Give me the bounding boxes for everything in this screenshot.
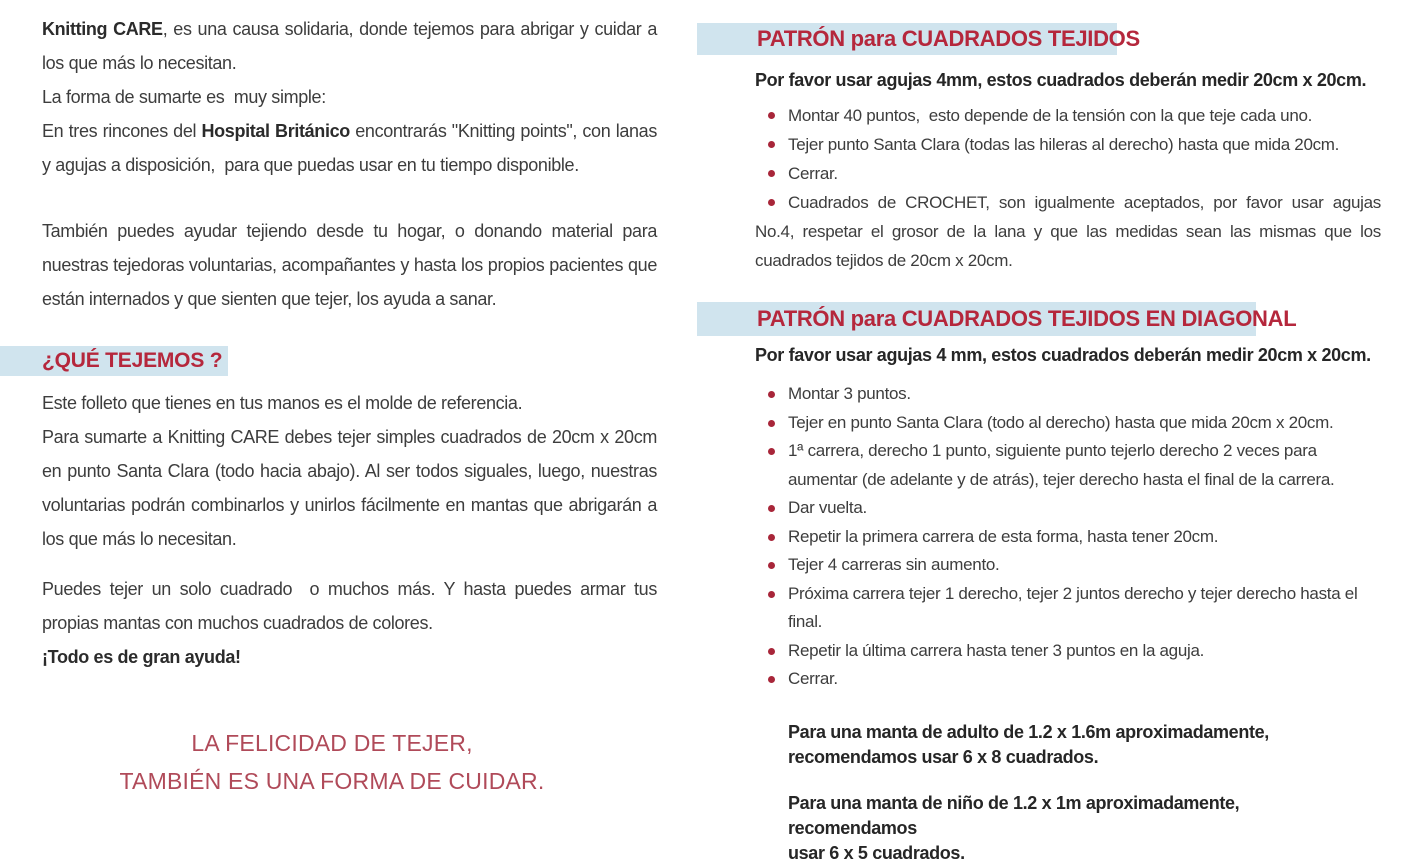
bullet-icon — [768, 505, 775, 512]
bullet-list-item — [755, 494, 1381, 523]
pattern-squares-subheading: Por favor usar agujas 4mm, estos cuadrados deberán medir 20cm x 20cm. — [755, 70, 1367, 90]
bullet-icon — [768, 420, 775, 427]
bullet-list-item — [755, 523, 1381, 552]
bullet-icon — [768, 112, 775, 119]
blanket-note-child — [788, 791, 1348, 866]
knitting-points-pre: En tres rincones del — [42, 121, 202, 141]
bullet-text: Tejer en punto Santa Clara (todo al derecho) hasta que mida 20cm x 20cm. — [788, 412, 1334, 432]
bullet-list-item — [755, 380, 1381, 409]
pattern-squares-bullet-list — [755, 101, 1386, 275]
tagline — [32, 724, 632, 800]
bullet-list-item — [755, 101, 1381, 130]
bullet-text: Cuadrados de CROCHET, son igualmente aceptados, por favor usar agujas No.4, respetar el grosor de la lana y que las medidas sean las mismas que los cuadrados tejidos de 20cm x 20cm. — [755, 193, 1386, 270]
bullet-text: Dar vuelta. — [788, 498, 867, 517]
bullet-list-item — [755, 130, 1381, 159]
many-squares-paragraph: Puedes tejer un solo cuadrado o muchos más. Y hasta puedes armar tus propias mantas con muchos cuadrados de colores. — [42, 579, 662, 633]
bullet-icon — [768, 534, 775, 541]
bullet-text: Tejer 4 carreras sin aumento. — [788, 555, 1000, 574]
how-to-join-line: La forma de sumarte es muy simple: — [42, 87, 326, 107]
note-line: Para una manta de adulto de 1.2 x 1.6m aproximadamente, — [788, 721, 1269, 742]
bullet-list-item — [755, 551, 1381, 580]
bullet-list-item — [755, 409, 1381, 438]
brand-name-bold: Knitting CARE — [42, 19, 163, 39]
bullet-list-item — [755, 188, 1386, 275]
bullet-text: Cerrar. — [788, 669, 838, 688]
bullet-list-item — [755, 665, 1381, 694]
section-heading-que-tejemos: ¿QUÉ TEJEMOS ? — [0, 346, 228, 376]
bullet-icon — [768, 591, 775, 598]
intro-paragraph — [42, 12, 662, 80]
bullet-text: Montar 40 puntos, esto depende de la tensión con la que teje cada uno. — [788, 106, 1313, 125]
bullet-icon — [768, 199, 775, 206]
bullet-icon — [768, 141, 775, 148]
section-heading-pattern-squares: PATRÓN para CUADRADOS TEJIDOS — [697, 23, 1117, 55]
bullet-text: Repetir la primera carrera de esta forma, hasta tener 20cm. — [788, 526, 1219, 546]
right-column — [697, 23, 1386, 866]
bullet-icon — [768, 448, 775, 455]
bullet-icon — [768, 648, 775, 655]
bullet-text: 1ª carrera, derecho 1 punto, siguiente punto tejerlo derecho 2 veces para aumentar (de adelante y de atrás), tejer derecho hasta el final de la carrera. — [788, 441, 1335, 489]
bullet-list-item — [755, 437, 1381, 494]
bullet-icon — [768, 391, 775, 398]
bullet-text: Tejer punto Santa Clara (todas las hileras al derecho) hasta que mida 20cm. — [788, 135, 1340, 154]
bullet-list-item — [755, 580, 1381, 637]
knitting-points-paragraph — [42, 114, 662, 182]
pattern-diagonal-subheading: Por favor usar agujas 4 mm, estos cuadrados deberán medir 20cm x 20cm. — [755, 345, 1371, 365]
note-line: recomendamos usar 6 x 8 cuadrados. — [788, 746, 1099, 767]
reference-line: Este folleto que tienes en tus manos es el molde de referencia. — [42, 393, 523, 413]
intro-text: , es una causa solidaria, donde tejemos para abrigar y cuidar a los que más lo necesitan. — [42, 19, 662, 73]
bullet-text: Montar 3 puntos. — [788, 384, 911, 403]
bullet-list-item — [755, 637, 1381, 666]
help-callout: ¡Todo es de gran ayuda! — [42, 647, 241, 667]
note-line: Para una manta de niño de 1.2 x 1m aproximadamente, recomendamos — [788, 792, 1240, 838]
bullet-icon — [768, 562, 775, 569]
bullet-text: Repetir la última carrera hasta tener 3 puntos en la aguja. — [788, 640, 1205, 660]
bullet-text: Cerrar. — [788, 164, 838, 183]
knitting-points-post: encontrarás "Knitting points", con lanas y agujas a disposición, para que puedas usar en tu tiempo disponible. — [42, 121, 662, 175]
bullet-icon — [768, 676, 775, 683]
help-from-home-paragraph: También puedes ayudar tejiendo desde tu hogar, o donando material para nuestras tejedoras voluntarias, acompañantes y hasta los propios pacientes que están internados y que sienten que tejer, los ayuda a sanar. — [42, 221, 662, 309]
tagline-line-2: TAMBIÉN ES UNA FORMA DE CUIDAR. — [119, 768, 545, 794]
bullet-list-item — [755, 159, 1381, 188]
bullet-icon — [768, 170, 775, 177]
note-line: usar 6 x 5 cuadrados. — [788, 842, 965, 863]
tagline-line-1: LA FELICIDAD DE TEJER, — [191, 730, 473, 756]
blanket-note-adult — [788, 720, 1348, 770]
left-column — [42, 12, 662, 800]
section-heading-pattern-diagonal: PATRÓN para CUADRADOS TEJIDOS EN DIAGONAL — [697, 302, 1256, 336]
squares-instructions-paragraph: Para sumarte a Knitting CARE debes tejer simples cuadrados de 20cm x 20cm en punto Santa Clara (todo hacia abajo). Al ser todos siguales, luego, nuestras voluntarias podrán combinarlos y unirlos fácilmente en mantas que abrigarán a los que más lo necesitan. — [42, 427, 662, 549]
hospital-name-bold: Hospital Británico — [201, 121, 350, 141]
bullet-text: Próxima carrera tejer 1 derecho, tejer 2 juntos derecho y tejer derecho hasta el final. — [788, 583, 1362, 631]
pattern-diagonal-bullet-list — [755, 380, 1381, 694]
